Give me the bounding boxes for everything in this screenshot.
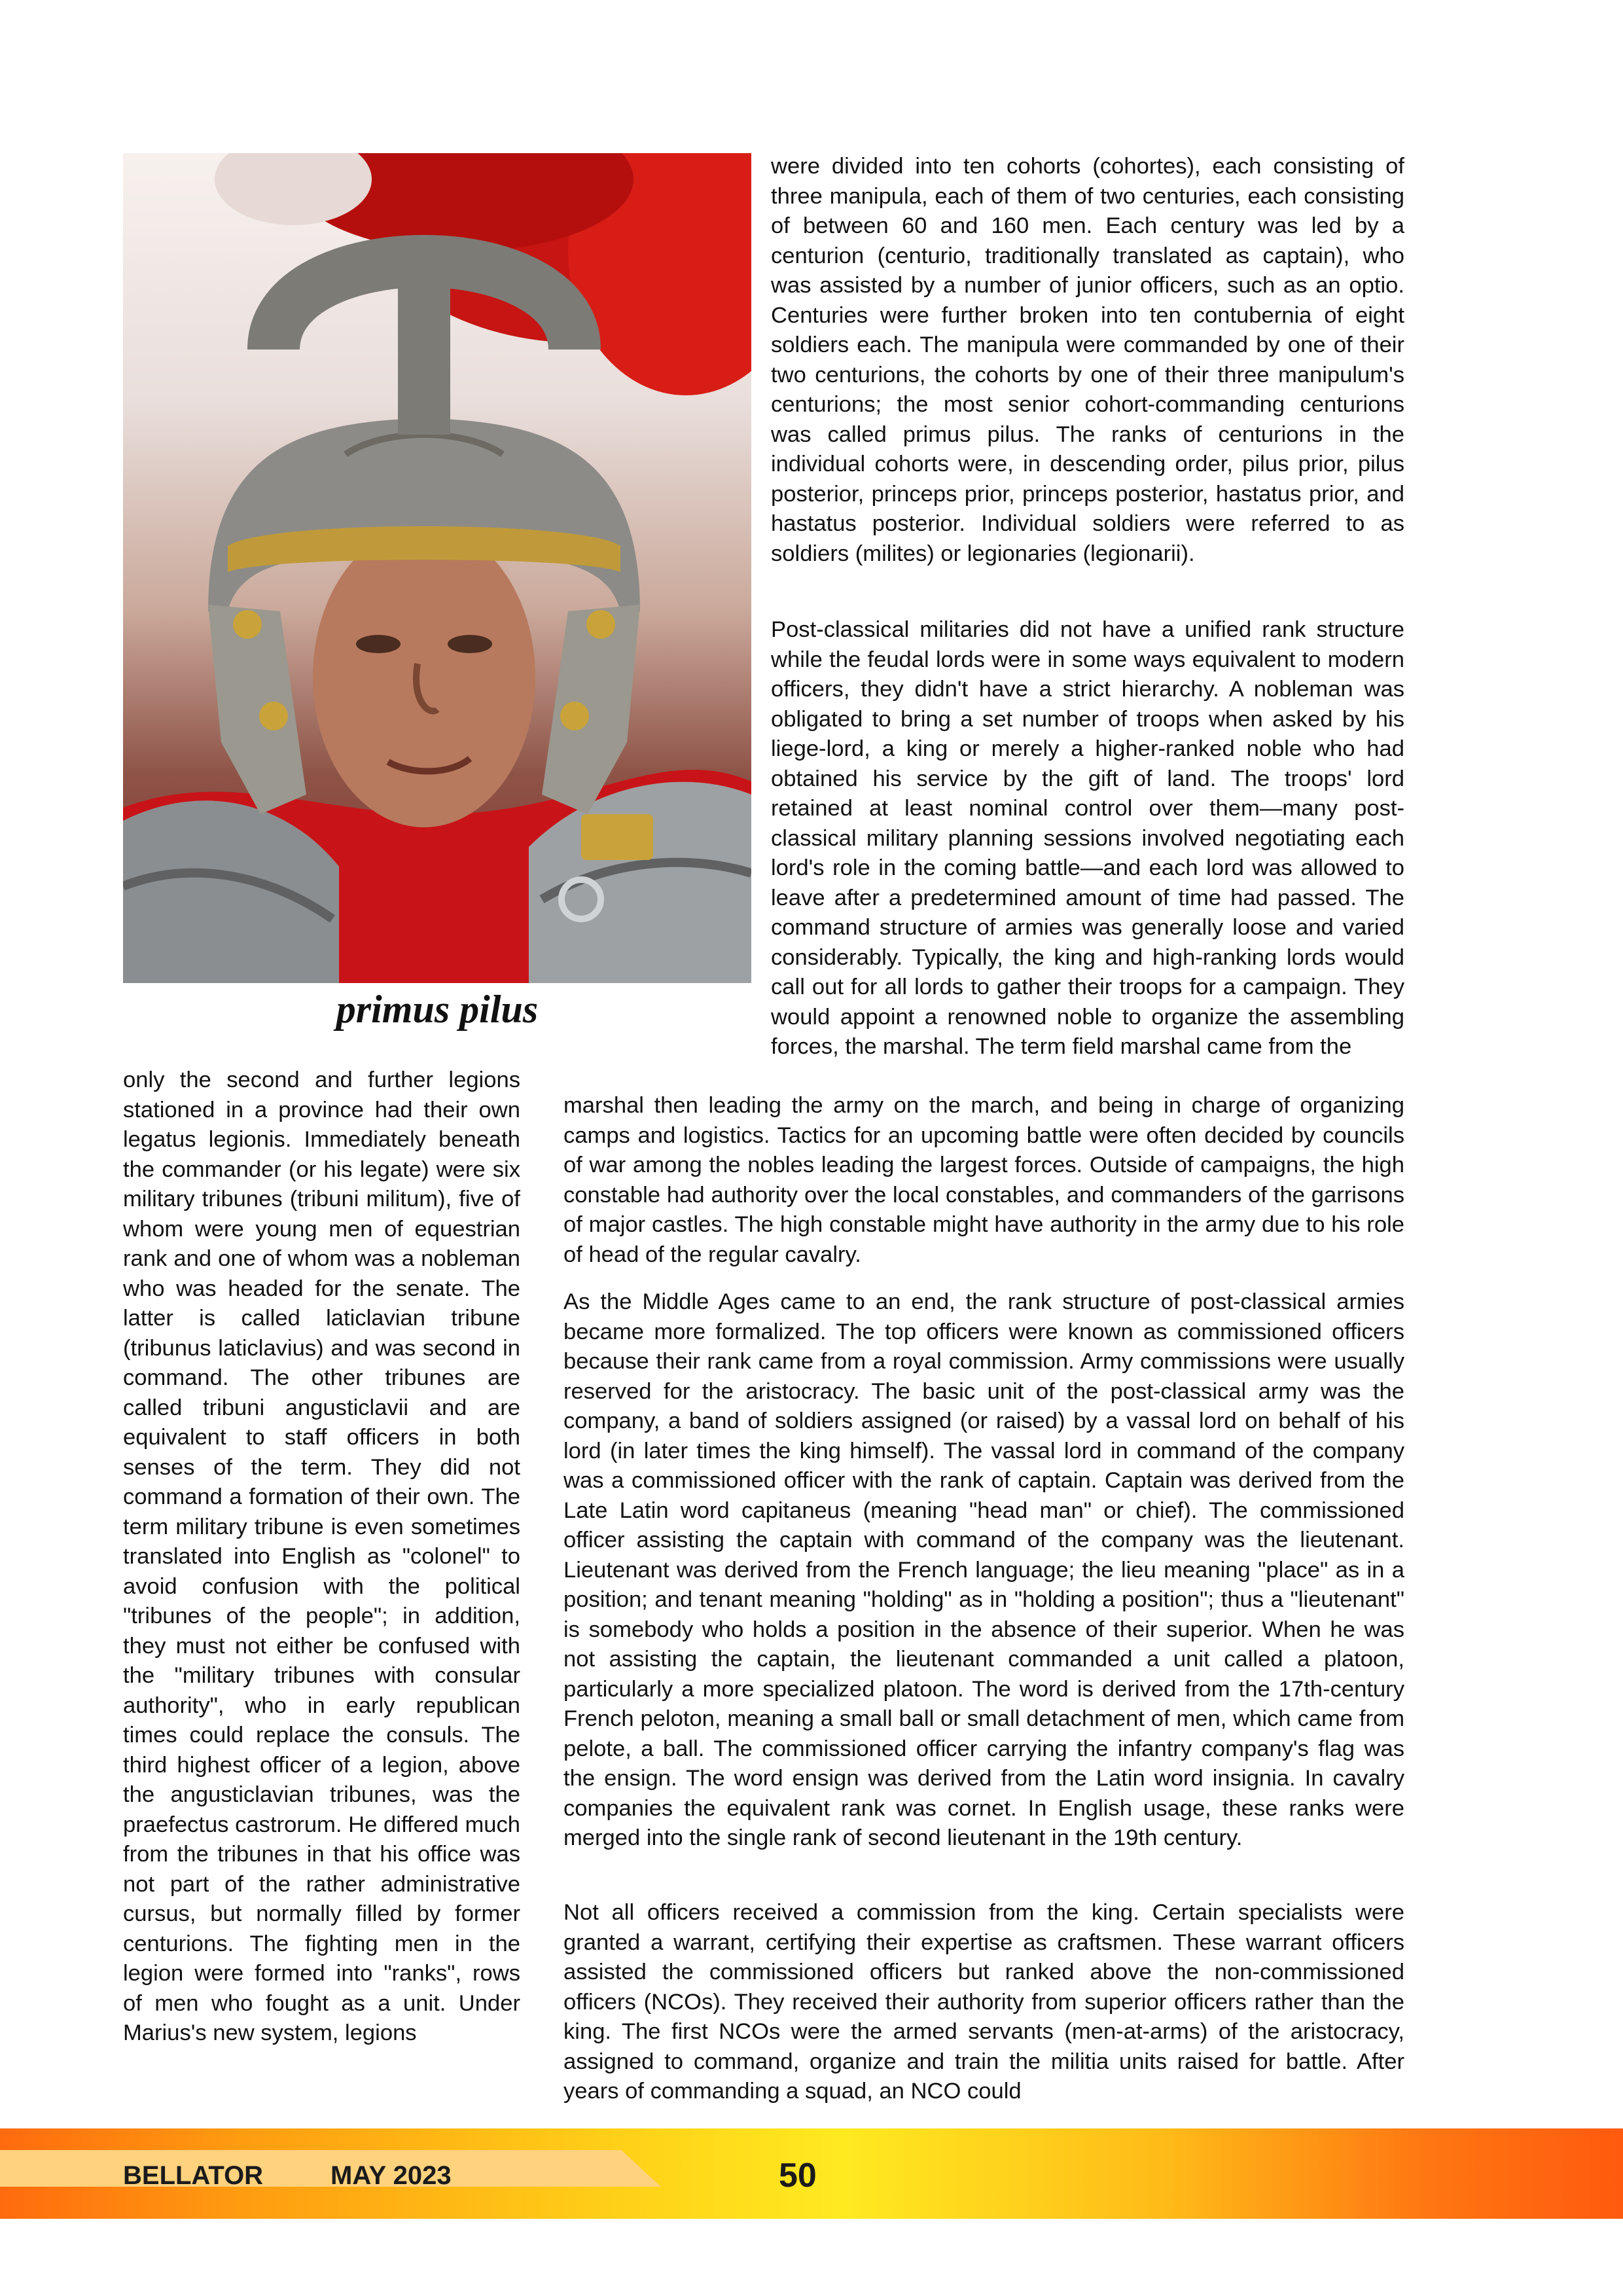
paragraph-warrant-officers: Not all officers received a commission from the king. Certain specialists were granted a warrant, certifying their expertise as craftsmen. These warrant officers assisted the commissioned officers but ranked above the non-commissioned officers (NCOs). They received their authority from superior officers rather than the king. The first NCOs were the armed servants (men-at-arms) of the aristocracy, assigned to command, organize and train the militia units raised for battle. After years of commanding a squad, an NCO could [563,1900,1404,2104]
issue-date: MAY 2023 [330,2161,452,2190]
magazine-name: BELLATOR [123,2161,264,2190]
paragraph-legion-tribunes: only the second and further legions stationed in a province had their own legatus legionis. Immediately beneath the commander (or his legate) were six military tribunes (tribuni militum), five of whom were young men of equestrian rank and one of whom was a nobleman who was headed for the senate. The latter is called laticlavian tribune (tribunus laticlavius) and was second in command. The other tribunes are called tribuni angusticlavii and are equivalent to staff officers in both senses of the term. They did not command a formation of their own. The term military tribune is even sometimes translated into English as "colonel" to avoid confusion with the political "tribunes of the people"; in addition, they must not either be confused with the "military tribunes with consular authority", who in early republican times could replace the consuls. The third highest officer of a legion, above the angusticlavian tribunes, was the praefectus castrorum. He differed much from the tribunes in that his office was not part of the rather administrative cursus, but normally filled by former centurions. The fighting men in the legion were formed into "ranks", rows of men who fought as a unit. Under Marius's new system, legions [123,1067,520,2045]
paragraph-centuries: were divided into ten cohorts (cohortes), each consisting of three manipula, each of them of two centuries, each consisting of between 60 and 160 men. Each century was led by a centurion (centurio, traditionally translated as captain), who was assisted by a number of junior officers, such as an optio. Centuries were further broken into ten contubernia of eight soldiers each. The manipula were commanded by one of their two centurions, the cohorts by one of their three manipulum's centurions; the most senior cohort-commanding centurions was called primus pilus. The ranks of centurions in the individual cohorts were, in descending order, pilus prior, pilus posterior, princeps prior, princeps posterior, hastatus prior, and hastatus posterior. Individual soldiers were referred to as soldiers (milites) or legionaries (legionarii). [771,154,1404,566]
paragraph-post-classical: Post-classical militaries did not have a unified rank structure while the feudal lords were in some ways equivalent to modern officers, they didn't have a strict hierarchy. A nobleman was obligated to bring a set number of troops when asked by his liege-lord, a king or merely a higher-ranked noble who had obtained his service by the gift of land. The troops' lord retained at least nominal control over them—many post-classical military planning sessions involved negotiating each lord's role in the coming battle—and each lord was allowed to leave after a predetermined amount of time had passed. The command structure of armies was generally loose and varied considerably. Typically, the king and high-ranking lords would call out for all lords to gather their troops for a campaign. They would appoint a renowned noble to organize the assembling forces, the marshal. The term field marshal came from the [771,617,1404,1059]
paragraph-commissioned-officers: As the Middle Ages came to an end, the rank structure of post-classical armies became more formalized. The top officers were known as commissioned officers because their rank came from a royal commission. Army commissions were usually reserved for the aristocracy. The basic unit of the post-classical army was the company, a band of soldiers assigned (or raised) by a vassal lord on behalf of his lord (in later times the king himself). The vassal lord in command of the company was a commissioned officer with the rank of captain. Captain was derived from the Late Latin word capitaneus (meaning "head man" or chief). The commissioned officer assisting the captain with command of the company was the lieutenant. Lieutenant was derived from the French language; the lieu meaning "place" as in a position; and tenant meaning "holding" as in "holding a position"; thus a "lieutenant" is somebody who holds a position in the absence of their superior. When he was not assisting the captain, the lieutenant commanded a unit called a platoon, particularly a more specialized platoon. The word is derived from the 17th-century French peloton, meaning a small ball or small detachment of men, which came from pelote, a ball. The commissioned officer carrying the infantry company's flag was the ensign. The word ensign was derived from the Latin word insignia. In cavalry companies the equivalent rank was cornet. In English usage, these ranks were merged into the single rank of second lieutenant in the 19th century. [563,1289,1404,1850]
photo-caption: primus pilus [336,988,539,1031]
roman-centurion-photo [123,153,751,983]
soldier-face [313,526,535,827]
paragraph-marshal-continued: marshal then leading the army on the march, and being in charge of organizing camps and logistics. Tactics for an upcoming battle were often decided by councils of war among the nobles leading the largest forces. Outside of campaigns, the high constable had authority over the local constables, and commanders of the garrisons of major castles. The high constable might have authority in the army due to his role of head of the regular cavalry. [563,1093,1404,1267]
page-number: 50 [779,2157,817,2195]
